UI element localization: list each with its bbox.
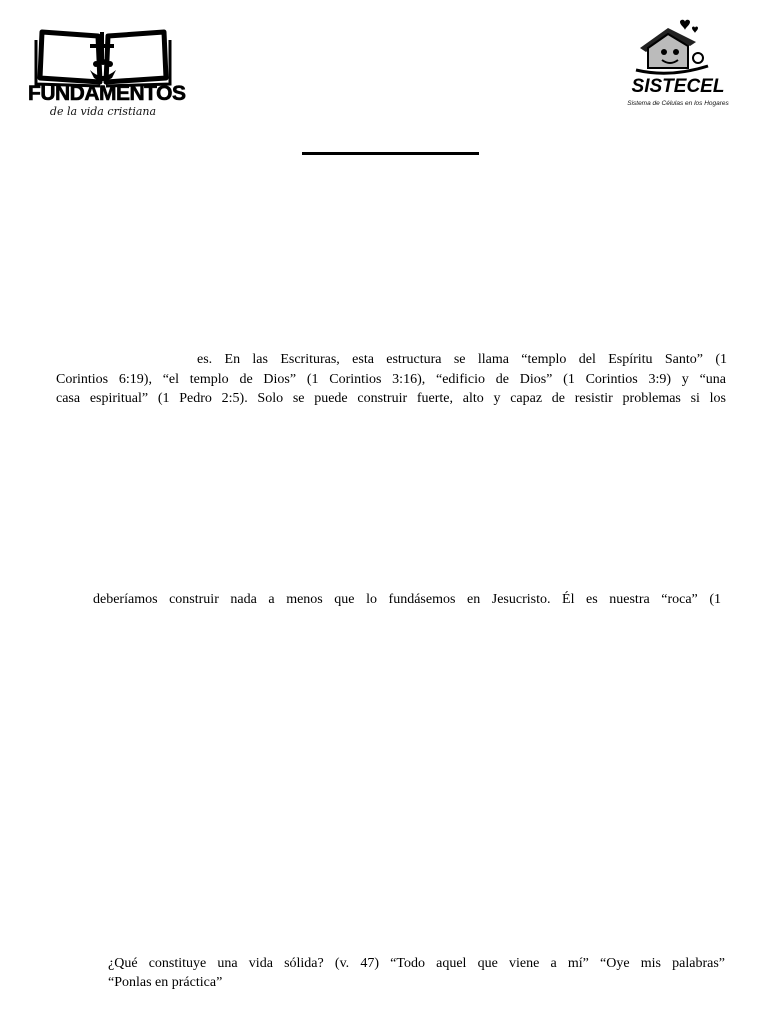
brand-name: SISTECEL — [631, 76, 725, 97]
open-bible-cross-icon — [34, 26, 172, 88]
paragraph2-line1: deberíamos construir nada a menos que lo fundásemos en Jesucristo. Él es nuestra “roca” (1 — [93, 592, 721, 607]
paragraph1-line3: casa espiritual” (1 Pedro 2:5). Solo se puede construir fuerte, alto y capaz de resistir problemas si los — [56, 391, 726, 406]
house-mascot-icon — [634, 18, 724, 78]
logo-title: FUNDAMENTOS — [28, 82, 186, 105]
paragraph1-line2: Corintios 6:19), “el templo de Dios” (1 Corintios 3:16), “edificio de Dios” (1 Corintios 3:9) y “una — [56, 372, 726, 387]
paragraph3-line1: ¿Qué constituye una vida sólida? (v. 47) “Todo aquel que viene a mí” “Oye mis palabras” — [108, 956, 725, 971]
paragraph1-line1: es. En las Escrituras, esta estructura se llama “templo del Espíritu Santo” (1 — [197, 352, 727, 367]
fundamentos-logo — [28, 26, 186, 118]
sistecel-logo — [608, 18, 748, 114]
title-underline — [302, 152, 479, 155]
paragraph3-line2: “Ponlas en práctica” — [108, 975, 223, 990]
brand-tagline: Sistema de Células en los Hogares — [627, 100, 729, 107]
logo-subtitle: de la vida cristiana — [49, 105, 157, 118]
